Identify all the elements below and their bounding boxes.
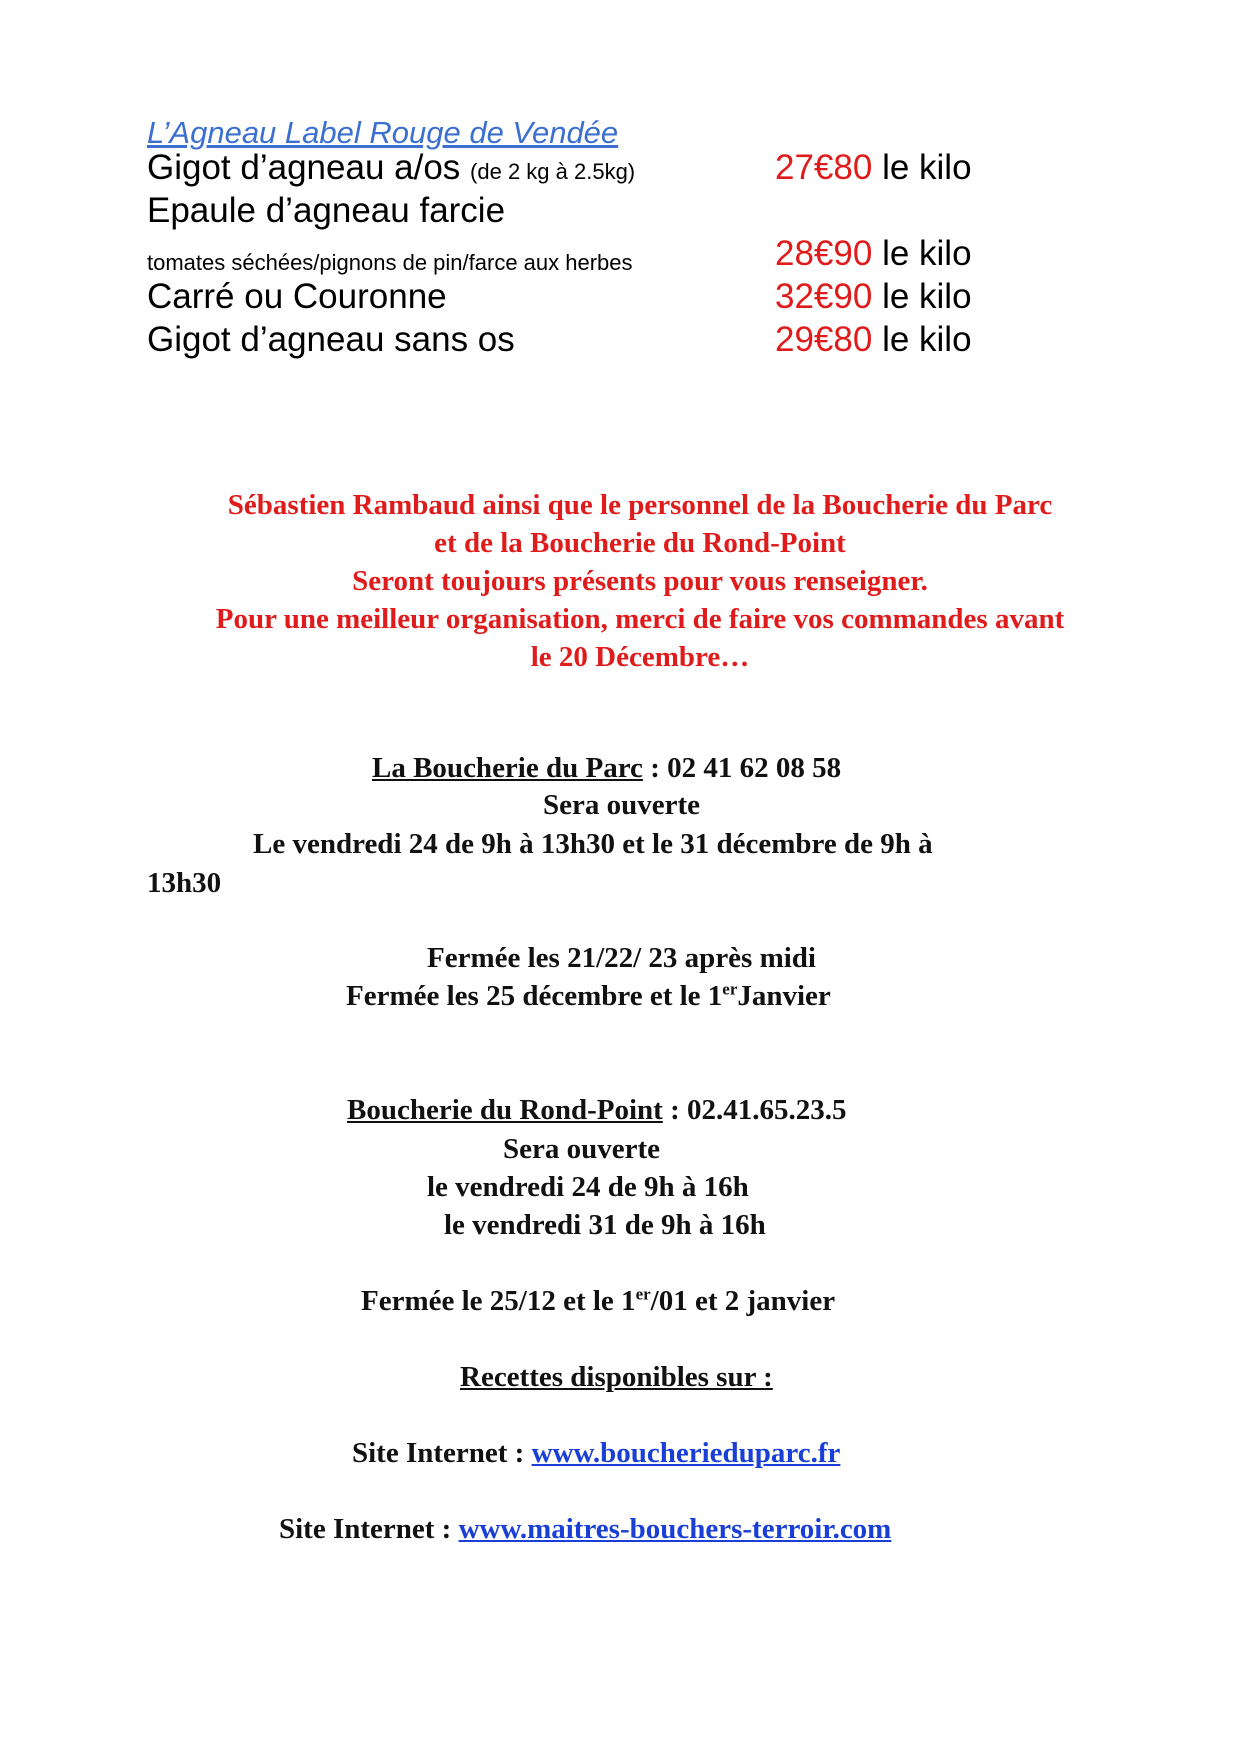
parc-hours: Le vendredi 24 de 9h à 13h30 et le 31 décembre de 9h à: [253, 828, 933, 860]
product-name: Carré ou Couronne: [147, 277, 447, 316]
notice-line: Sébastien Rambaud ainsi que le personnel de la Boucherie du Parc: [227, 489, 1053, 521]
notice-line: le 20 Décembre…: [530, 641, 750, 673]
site-line: [352, 1437, 840, 1470]
site-label: Site Internet :: [279, 1513, 459, 1545]
product-price: 27€80 le kilo: [775, 148, 972, 187]
site-link-boucherieduparc[interactable]: www.boucherieduparc.fr: [531, 1437, 841, 1469]
rondpoint-name: Boucherie du Rond-Point: [347, 1094, 663, 1126]
site-label: Site Internet :: [352, 1437, 532, 1469]
site-line: [279, 1513, 891, 1546]
rondpoint-phone: : 02.41.65.23.5: [662, 1094, 847, 1126]
product-row: [147, 148, 1147, 192]
product-name: Epaule d’agneau farcie: [147, 191, 506, 230]
parc-open-label: Sera ouverte: [543, 789, 701, 821]
rondpoint-closed: Fermée le 25/12 et le 1er/01 et 2 janvier: [361, 1284, 836, 1317]
product-row: [147, 320, 1147, 364]
product-description: tomates séchées/pignons de pin/farce aux herbes: [147, 250, 633, 275]
notice-block: [100, 486, 1180, 676]
site-link-maitres-bouchers[interactable]: www.maitres-bouchers-terroir.com: [458, 1513, 892, 1545]
rondpoint-hours: le vendredi 24 de 9h à 16h: [427, 1171, 749, 1203]
parc-name: La Boucherie du Parc: [372, 752, 643, 784]
product-price: 28€90 le kilo: [775, 234, 972, 273]
parc-hours-cont: 13h30: [147, 867, 222, 899]
parc-phone: : 02 41 62 08 58: [642, 752, 842, 784]
notice-line: Seront toujours présents pour vous renseigner.: [352, 565, 928, 597]
parc-closed: Fermée les 21/22/ 23 après midi: [427, 942, 816, 974]
rondpoint-hours: le vendredi 31 de 9h à 16h: [444, 1209, 766, 1241]
notice-line: Pour une meilleur organisation, merci de faire vos commandes avant: [215, 603, 1065, 635]
product-row: [147, 234, 1147, 278]
product-name: Gigot d’agneau a/os (de 2 kg à 2.5kg): [147, 148, 636, 187]
parc-heading: [372, 752, 841, 785]
product-name: Gigot d’agneau sans os: [147, 320, 515, 359]
product-price: 32€90 le kilo: [775, 277, 972, 316]
product-note: (de 2 kg à 2.5kg): [470, 159, 636, 184]
parc-closed: Fermée les 25 décembre et le 1erJanvier: [346, 979, 831, 1012]
product-row: [147, 277, 1147, 321]
product-row: [147, 191, 1147, 235]
rondpoint-open-label: Sera ouverte: [503, 1133, 661, 1165]
section-title: L’Agneau Label Rouge de Vendée: [147, 115, 619, 150]
notice-line: et de la Boucherie du Rond-Point: [434, 527, 846, 559]
recipes-heading: Recettes disponibles sur :: [460, 1361, 773, 1393]
rondpoint-heading: [347, 1094, 847, 1127]
product-price: 29€80 le kilo: [775, 320, 972, 359]
